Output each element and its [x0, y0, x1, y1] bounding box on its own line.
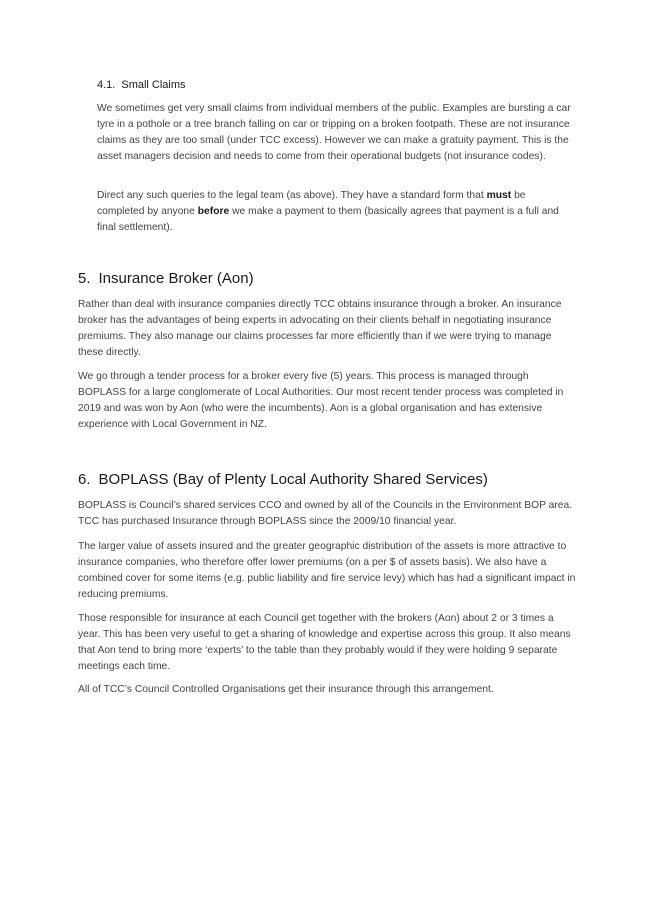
section-5-number: 5.: [78, 270, 91, 287]
para-text: Direct any such queries to the legal team (as above). They have a standard form that: [97, 190, 487, 201]
section-4-1-paragraph-2: [97, 188, 575, 236]
section-6-number: 6.: [78, 471, 91, 488]
section-5-heading: [78, 270, 254, 287]
section-4-1-title: Small Claims: [121, 79, 186, 91]
section-4-1-number: 4.1.: [97, 79, 116, 91]
section-6-paragraph-2: The larger value of assets insured and the greater geographic distribution of the assets is more attractive to insurance companies, who therefore offer lower premiums (on a per $ of assets basis). We also have a combined cover for some items (e.g. public liability and fire service levy) which has had a significant impact in reducing premiums.: [78, 541, 576, 600]
section-6-heading: [78, 471, 488, 488]
section-6-paragraph-1: BOPLASS is Council’s shared services CCO and owned by all of the Councils in the Environment BOP area. TCC has purchased Insurance through BOPLASS since the 2009/10 financial year.: [78, 500, 573, 527]
section-5-paragraph-2: We go through a tender process for a broker every five (5) years. This process is managed through BOPLASS for a large conglomerate of Local Authorities. Our most recent tender process was completed in 2019 and was won by Aon (who were the incumbents). Aon is a global organisation and has extensive experience with Local Government in NZ.: [78, 371, 564, 430]
section-5-title: Insurance Broker (Aon): [98, 270, 254, 287]
section-5-paragraph-1: Rather than deal with insurance companies directly TCC obtains insurance through a broker. An insurance broker has the advantages of being experts in advocating on their clients behalf in negotiating insurance premiums. They also manage our claims processes far more efficiently than if we were trying to manage these directly.: [78, 299, 562, 358]
para-text: we make a payment to them (basically agrees that payment is a full and final settlement).: [97, 206, 559, 233]
para-text: be completed by anyone: [97, 190, 526, 217]
section-4-1-paragraph-1: We sometimes get very small claims from individual members of the public. Examples are bursting a car tyre in a pothole or a tree branch falling on car or tripping on a broken footpath. These are not insurance claims as they are too small (under TCC excess). However we can make a gratuity payment. This is the asset managers decision and needs to come from their operational budgets (not insurance codes).: [97, 103, 571, 162]
section-4-1-heading: [97, 79, 186, 91]
emphasis-must: must: [486, 190, 512, 201]
section-6-paragraph-3: Those responsible for insurance at each Council get together with the brokers (Aon) about 2 or 3 times a year. This has been very useful to get a sharing of knowledge and expertise across this group. It also means that Aon tend to bring more ‘experts’ to the table than they probably would if they were holding 9 separate meetings each time.: [78, 613, 571, 672]
section-6-paragraph-4: All of TCC’s Council Controlled Organisations get their insurance through this arrangement.: [78, 684, 494, 695]
section-6-title: BOPLASS (Bay of Plenty Local Authority Shared Services): [98, 471, 488, 488]
emphasis-before: before: [197, 206, 230, 217]
